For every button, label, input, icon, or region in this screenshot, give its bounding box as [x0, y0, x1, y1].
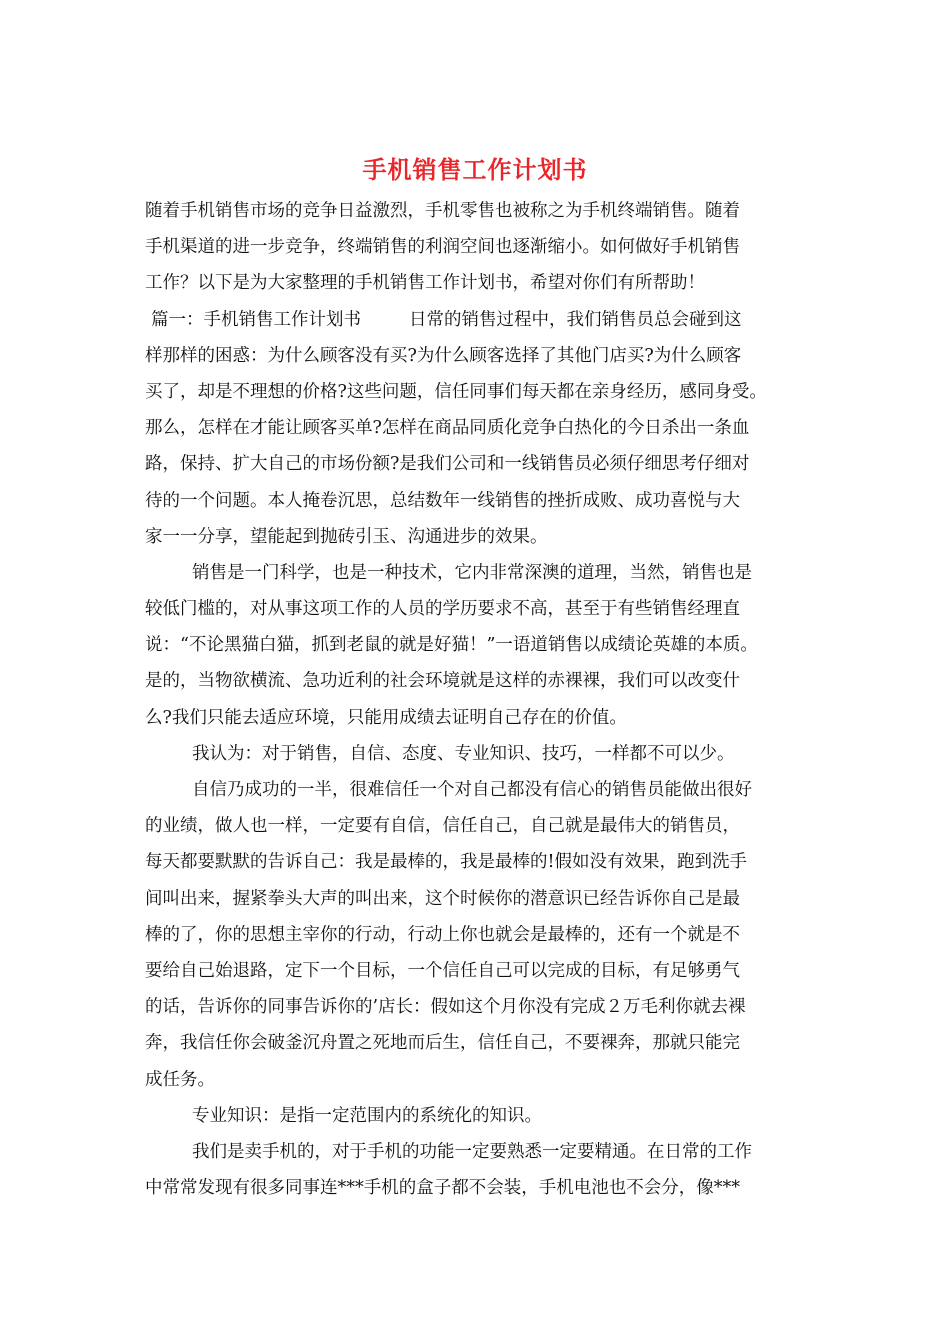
- text-line: 要给自己始退路，定下一个目标，一个信任自己可以完成的目标，有足够勇气: [145, 960, 740, 981]
- text-line: 随着手机销售市场的竞争日益激烈，手机零售也被称之为手机终端销售。随着: [145, 201, 740, 221]
- text-line: 专业知识：是指一定范围内的系统化的知识。: [192, 1105, 542, 1126]
- text-line: 的话，告诉你的同事告诉你的’店长：假如这个月你没有完成２万毛利你就去裸: [145, 997, 746, 1018]
- text-line: [145, 302, 845, 338]
- text-line: 奔，我信任你会破釜沉舟置之死地而后生，信任自己，不要裸奔，那就只能完: [145, 1033, 740, 1054]
- text-line: 的业绩，做人也一样，一定要有自信，信任自己，自己就是最伟大的销售员，: [145, 816, 740, 837]
- text-line: 每天都要默默的告诉自己：我是最棒的，我是最棒的!假如没有效果，跑到洗手: [145, 852, 748, 873]
- text-line: 那么，怎样在才能让顾客买单?怎样在商品同质化竞争白热化的今日杀出一条血: [145, 418, 750, 439]
- text-line: 我们是卖手机的，对于手机的功能一定要熟悉一定要精通。在日常的工作: [192, 1141, 752, 1162]
- text-line: 中常常发现有很多同事连***手机的盒子都不会装，手机电池也不会分，像***: [145, 1178, 740, 1199]
- text-line: 较低门槛的，对从事这项工作的人员的学历要求不高，甚至于有些销售经理直: [145, 599, 740, 620]
- text-line: 样那样的困惑：为什么顾客没有买?为什么顾客选择了其他门店买?为什么顾客: [145, 345, 742, 366]
- section-heading: 篇一：手机销售工作计划书: [151, 309, 361, 330]
- text-line: 成任务。: [145, 1069, 215, 1090]
- text-line: 工作？以下是为大家整理的手机销售工作计划书，希望对你们有所帮助！: [145, 273, 705, 294]
- text-line: 是的，当物欲横流、急功近利的社会环境就是这样的赤裸裸，我们可以改变什: [145, 671, 740, 692]
- text-line: 销售是一门科学，也是一种技术，它内非常深澳的道理，当然，销售也是: [192, 562, 752, 583]
- text-line: 手机渠道的进一步竞争，终端销售的利润空间也逐渐缩小。如何做好手机销售: [145, 237, 740, 258]
- text-line: 间叫出来，握紧拳头大声的叫出来，这个时候你的潜意识已经告诉你自己是最: [145, 888, 740, 909]
- document-title: 手机销售工作计划书: [362, 156, 588, 184]
- text-line: 棒的了，你的思想主宰你的行动，行动上你也就会是最棒的，还有一个就是不: [145, 924, 740, 945]
- text-line: 路，保持、扩大自己的市场份额?是我们公司和一线销售员必须仔细思考仔细对: [145, 454, 750, 475]
- document-body: [145, 193, 845, 1206]
- text-line: 我认为：对于销售，自信、态度、专业知识、技巧，一样都不可以少。: [192, 743, 735, 764]
- text-line: 说：“不论黑猫白猫，抓到老鼠的就是好猫！”一语道销售以成绩论英雄的本质。: [145, 635, 758, 656]
- text-line: 待的一个问题。本人掩卷沉思，总结数年一线销售的挫折成败、成功喜悦与大: [145, 490, 740, 511]
- text-line: 家一一分享，望能起到抛砖引玉、沟通进步的效果。: [145, 526, 548, 547]
- text-line: 么?我们只能去适应环境，只能用成绩去证明自己存在的价值。: [145, 707, 627, 728]
- text-line-continuation: 日常的销售过程中，我们销售员总会碰到这: [409, 309, 742, 330]
- text-line: 自信乃成功的一半，很难信任一个对自己都没有信心的销售员能做出很好: [192, 780, 752, 800]
- text-line: 买了，却是不理想的价格?这些问题，信任同事们每天都在亲身经历，感同身受。: [145, 381, 767, 402]
